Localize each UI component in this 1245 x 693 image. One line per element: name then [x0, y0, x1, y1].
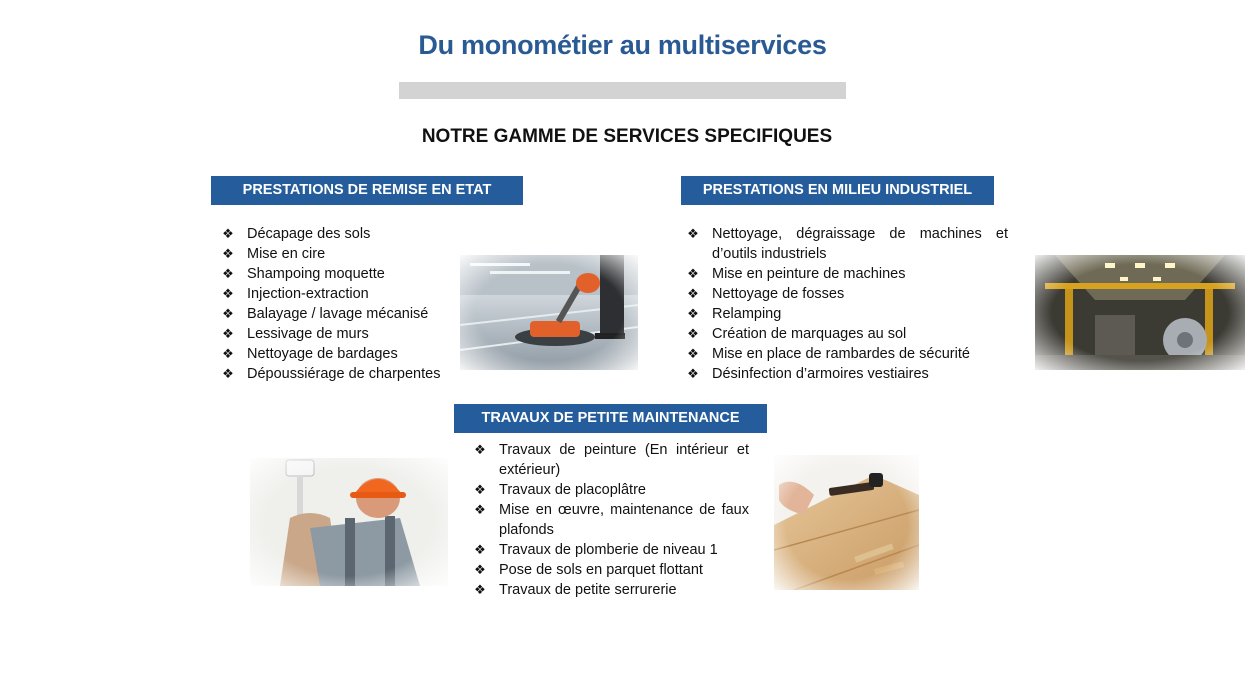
service-list-item-text: Mise en œuvre, maintenance de faux plafonds — [499, 502, 749, 538]
diamond-bullet-icon: ❖ — [687, 266, 699, 281]
service-list-item — [686, 284, 1008, 304]
service-list-item-text: Pose de sols en parquet flottant — [499, 562, 703, 578]
page-subtitle: NOTRE GAMME DE SERVICES SPECIFIQUES — [421, 126, 833, 147]
service-list-item-text: Lessivage de murs — [247, 326, 369, 342]
floor-cleaning-photo — [460, 255, 638, 370]
services-list-remise — [221, 224, 471, 384]
service-list-item — [473, 560, 749, 580]
service-list-item — [221, 304, 471, 324]
diamond-bullet-icon: ❖ — [474, 562, 486, 577]
service-list-item-text: Travaux de plomberie de niveau 1 — [499, 542, 718, 558]
service-list-item-text: Injection-extraction — [247, 286, 369, 302]
diamond-bullet-icon: ❖ — [222, 226, 234, 241]
service-list-item-text: Désinfection d’armoires vestiaires — [712, 366, 929, 382]
industrial-hall-photo — [1035, 255, 1245, 370]
service-list-item-text: Relamping — [712, 306, 782, 322]
service-list-item-text: Travaux de placoplâtre — [499, 482, 646, 498]
service-list-item-text: Mise en place de rambardes de sécurité — [712, 346, 970, 362]
parquet-flooring-photo — [774, 455, 919, 590]
diamond-bullet-icon: ❖ — [474, 582, 486, 597]
service-list-item-text: Nettoyage, dégraissage de machines et d’outils industriels — [712, 226, 1008, 262]
service-list-item — [686, 324, 1008, 344]
service-list-item — [686, 224, 1008, 264]
diamond-bullet-icon: ❖ — [687, 326, 699, 341]
services-list-industriel — [686, 224, 1008, 384]
diamond-bullet-icon: ❖ — [687, 286, 699, 301]
service-list-item — [473, 540, 749, 560]
service-list-item-text: Nettoyage de bardages — [247, 346, 398, 362]
service-list-item-text: Dépoussiérage de charpentes — [247, 366, 441, 382]
diamond-bullet-icon: ❖ — [222, 246, 234, 261]
diamond-bullet-icon: ❖ — [687, 366, 699, 381]
diamond-bullet-icon: ❖ — [687, 306, 699, 321]
service-list-item — [221, 224, 471, 244]
service-list-item — [686, 264, 1008, 284]
service-list-item — [473, 580, 749, 600]
service-list-item — [473, 500, 749, 540]
diamond-bullet-icon: ❖ — [222, 306, 234, 321]
services-list-maintenance — [473, 440, 749, 600]
diamond-bullet-icon: ❖ — [222, 266, 234, 281]
service-list-item-text: Travaux de petite serrurerie — [499, 582, 677, 598]
diamond-bullet-icon: ❖ — [474, 502, 486, 517]
diamond-bullet-icon: ❖ — [687, 226, 699, 241]
page-title: Du monométier au multiservices — [418, 30, 827, 60]
diamond-bullet-icon: ❖ — [222, 346, 234, 361]
diamond-bullet-icon: ❖ — [474, 482, 486, 497]
service-list-item-text: Travaux de peinture (En intérieur et extérieur) — [499, 442, 749, 478]
service-list-item-text: Mise en peinture de machines — [712, 266, 906, 282]
service-list-item-text: Nettoyage de fosses — [712, 286, 845, 302]
painter-worker-photo — [250, 458, 448, 586]
service-list-item-text: Shampoing moquette — [247, 266, 385, 282]
service-list-item — [221, 244, 471, 264]
diamond-bullet-icon: ❖ — [474, 542, 486, 557]
service-list-item — [221, 264, 471, 284]
service-list-item-text: Mise en cire — [247, 246, 326, 262]
service-list-item — [473, 440, 749, 480]
title-divider-bar — [399, 82, 846, 99]
section-header-industriel: PRESTATIONS EN MILIEU INDUSTRIEL — [681, 176, 994, 205]
service-list-item — [473, 480, 749, 500]
diamond-bullet-icon: ❖ — [687, 346, 699, 361]
service-list-item — [686, 304, 1008, 324]
section-header-maintenance: TRAVAUX DE PETITE MAINTENANCE — [454, 404, 767, 433]
diamond-bullet-icon: ❖ — [222, 326, 234, 341]
service-list-item-text: Décapage des sols — [247, 226, 371, 242]
service-list-item — [686, 344, 1008, 364]
diamond-bullet-icon: ❖ — [474, 442, 486, 457]
section-header-remise: PRESTATIONS DE REMISE EN ETAT — [211, 176, 523, 205]
service-list-item — [221, 324, 471, 344]
service-list-item — [221, 344, 471, 364]
service-list-item — [221, 284, 471, 304]
diamond-bullet-icon: ❖ — [222, 286, 234, 301]
service-list-item — [686, 364, 1008, 384]
service-list-item-text: Création de marquages au sol — [712, 326, 907, 342]
diamond-bullet-icon: ❖ — [222, 366, 234, 381]
service-list-item-text: Balayage / lavage mécanisé — [247, 306, 429, 322]
service-list-item — [221, 364, 471, 384]
